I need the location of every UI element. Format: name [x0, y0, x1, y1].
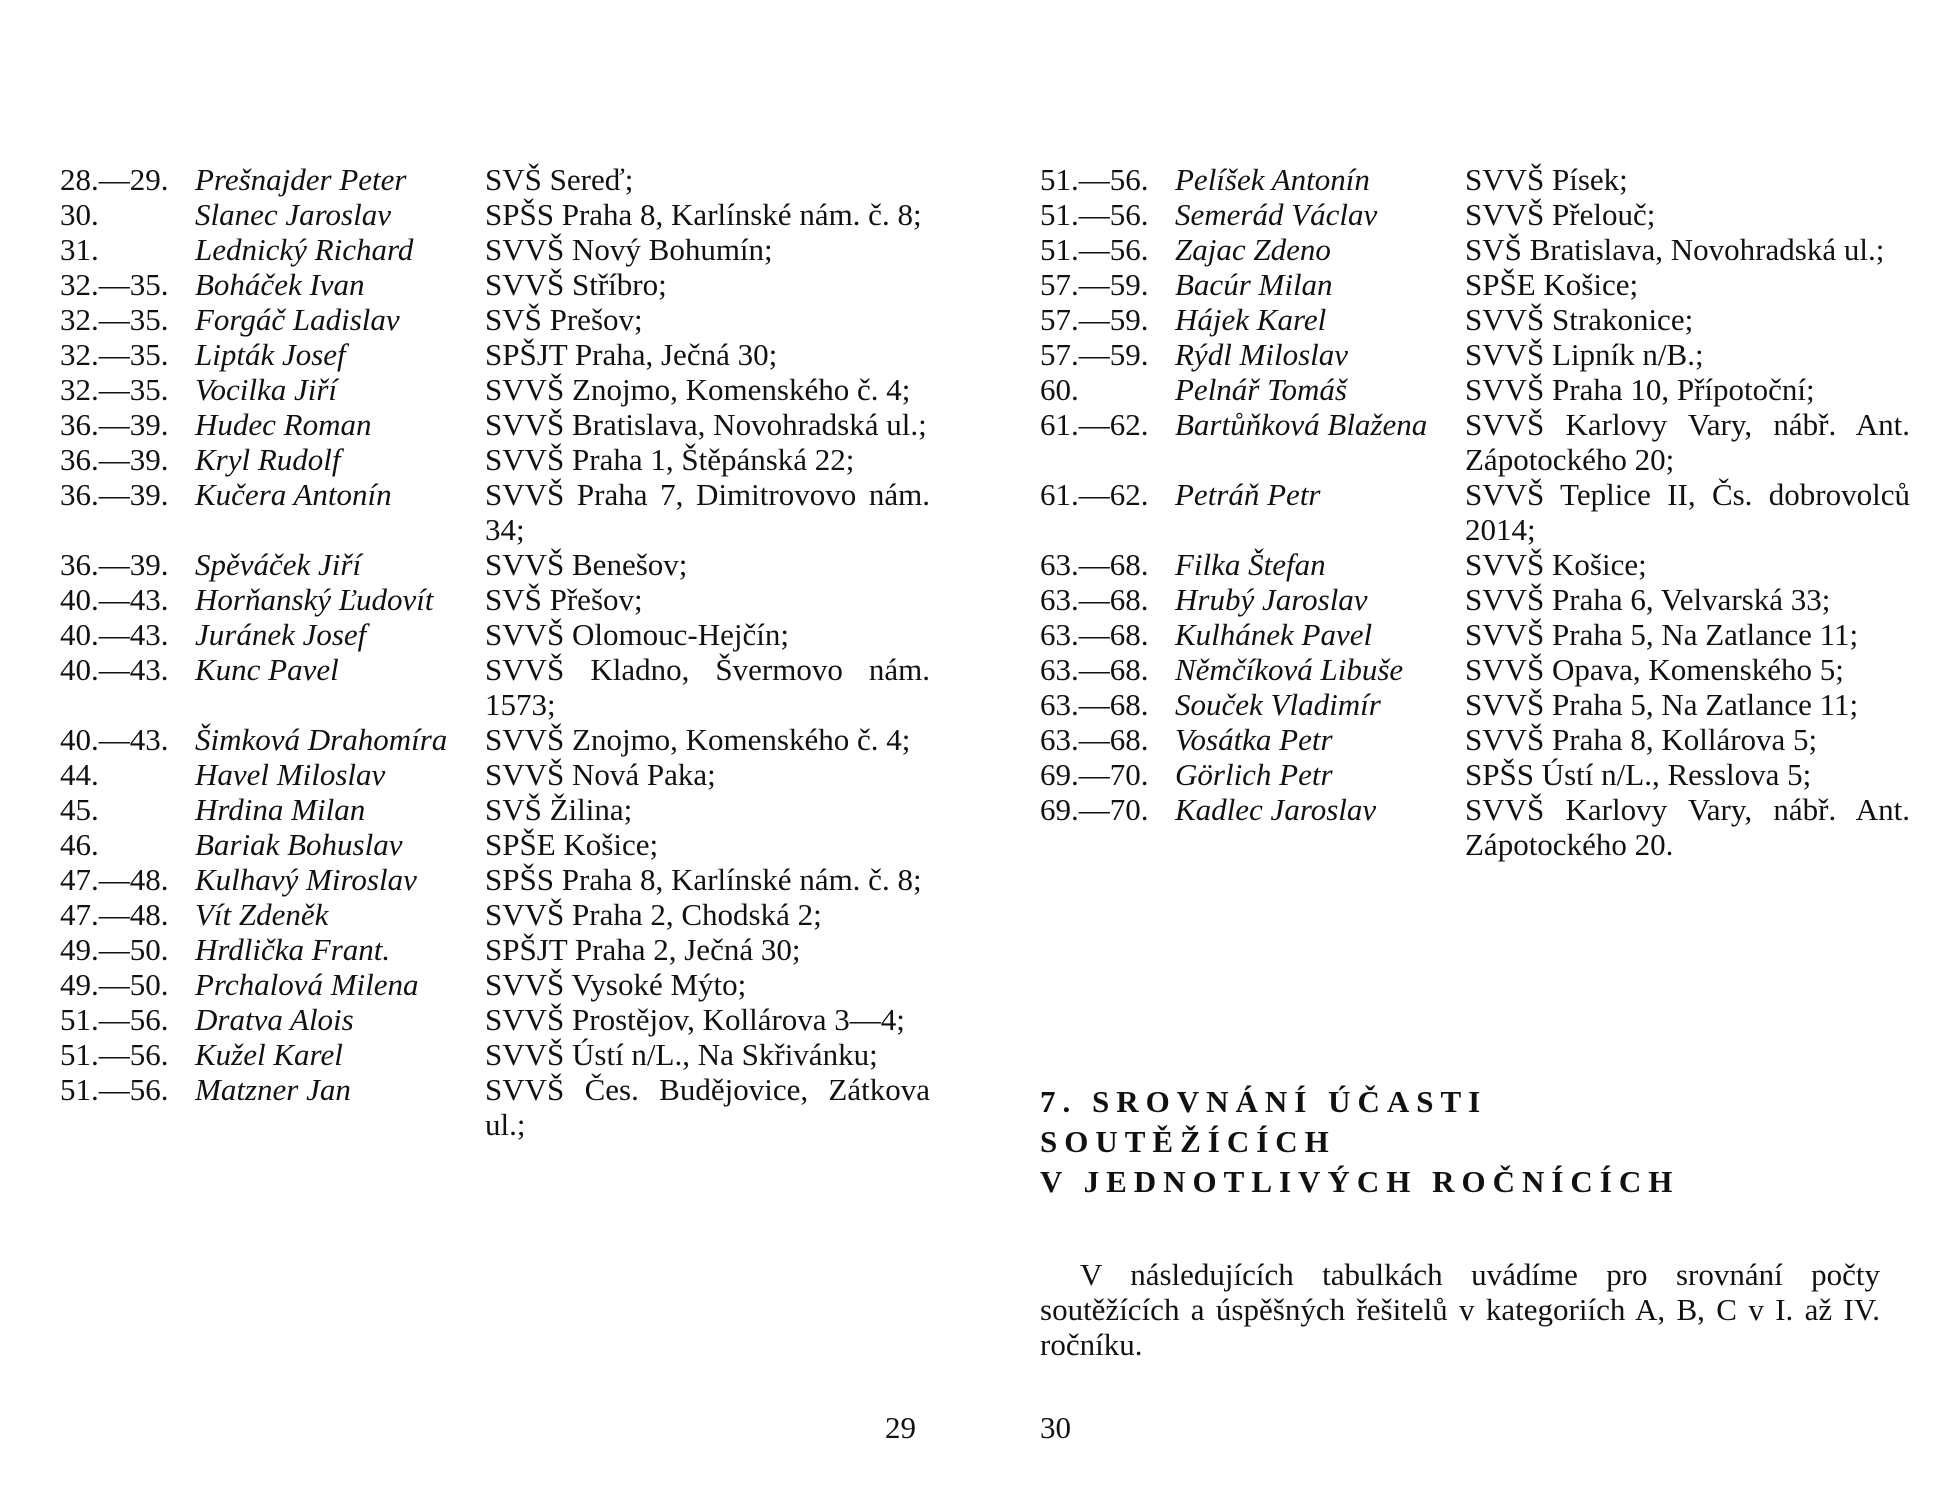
entry-rank: 36.—39.: [60, 547, 169, 582]
entry-rank: 51.—56.: [60, 1072, 169, 1107]
entry-name: Hudec Roman: [195, 407, 372, 442]
entry-name: Kunc Pavel: [195, 652, 339, 687]
result-entry: [60, 267, 940, 302]
entry-rank: 31.: [60, 232, 99, 267]
entry-rank: 44.: [60, 757, 99, 792]
entry-name: Pelíšek Antonín: [1175, 162, 1370, 197]
entry-name: Slanec Jaroslav: [195, 197, 391, 232]
entry-school: SVVŠ Praha 5, Na Zatlance 11;: [1465, 687, 1859, 722]
result-entry: [1040, 337, 1920, 372]
entry-school: SVVŠ Stříbro;: [485, 267, 667, 302]
entry-rank: 63.—68.: [1040, 652, 1149, 687]
result-entry: [60, 757, 940, 792]
result-entry: [60, 967, 940, 1002]
entry-school: SVVŠ Strakonice;: [1465, 302, 1694, 337]
result-entry: [60, 547, 940, 582]
entry-name: Spěváček Jiří: [195, 547, 362, 582]
entry-name: Bartůňková Blažena: [1175, 407, 1428, 442]
section-heading-line: V JEDNOTLIVÝCH ROČNÍCÍCH: [1040, 1164, 1680, 1199]
entry-rank: 47.—48.: [60, 897, 169, 932]
entry-name: Lipták Josef: [195, 337, 346, 372]
entry-school: SVVŠ Kladno, Švermovo nám. 1573;: [485, 652, 930, 722]
result-entry: [60, 337, 940, 372]
entry-name: Kryl Rudolf: [195, 442, 341, 477]
entry-school: SVVŠ Znojmo, Komenského č. 4;: [485, 722, 911, 757]
result-entry: [60, 407, 940, 442]
result-entry: [60, 652, 940, 722]
entry-school: SVVŠ Ústí n/L., Na Skřivánku;: [485, 1037, 878, 1072]
entry-name: Souček Vladimír: [1175, 687, 1381, 722]
entry-name: Vosátka Petr: [1175, 722, 1333, 757]
entry-rank: 63.—68.: [1040, 687, 1149, 722]
page-number-left: 29: [885, 1410, 916, 1445]
entry-rank: 57.—59.: [1040, 267, 1149, 302]
entry-rank: 40.—43.: [60, 652, 169, 687]
result-entry: [60, 932, 940, 967]
entry-school: SVŠ Sereď;: [485, 162, 634, 197]
entry-name: Forgáč Ladislav: [195, 302, 400, 337]
result-entry: [60, 722, 940, 757]
entry-rank: 36.—39.: [60, 442, 169, 477]
entry-rank: 63.—68.: [1040, 617, 1149, 652]
result-entry: [1040, 267, 1920, 302]
entry-rank: 46.: [60, 827, 99, 862]
entry-name: Havel Miloslav: [195, 757, 386, 792]
entry-name: Kulhavý Miroslav: [195, 862, 417, 897]
result-entry: [60, 792, 940, 827]
entry-school: SVVŠ Olomouc-Hejčín;: [485, 617, 789, 652]
entry-name: Vít Zdeněk: [195, 897, 329, 932]
entry-school: SVVŠ Vysoké Mýto;: [485, 967, 747, 1002]
result-entry: [1040, 547, 1920, 582]
entry-rank: 32.—35.: [60, 267, 169, 302]
entry-name: Horňanský Ľudovít: [195, 582, 434, 617]
entry-school: SVVŠ Košice;: [1465, 547, 1647, 582]
entry-rank: 40.—43.: [60, 617, 169, 652]
entry-school: SVŠ Prešov;: [485, 302, 643, 337]
entry-name: Semerád Václav: [1175, 197, 1378, 232]
entry-name: Görlich Petr: [1175, 757, 1333, 792]
result-entry: [1040, 232, 1920, 267]
entry-school: SVVŠ Karlovy Vary, nábř. Ant. Zápotockého 20.: [1465, 792, 1910, 862]
left-page-results-list: [60, 162, 940, 1142]
entry-name: Filka Štefan: [1175, 547, 1326, 582]
result-entry: [60, 197, 940, 232]
entry-rank: 57.—59.: [1040, 302, 1149, 337]
entry-rank: 69.—70.: [1040, 757, 1149, 792]
entry-rank: 32.—35.: [60, 337, 169, 372]
entry-school: SVVŠ Benešov;: [485, 547, 688, 582]
entry-rank: 36.—39.: [60, 477, 169, 512]
result-entry: [1040, 477, 1920, 547]
entry-school: SVVŠ Opava, Komenského 5;: [1465, 652, 1844, 687]
entry-school: SVVŠ Nový Bohumín;: [485, 232, 773, 267]
entry-rank: 32.—35.: [60, 372, 169, 407]
entry-school: SVVŠ Praha 8, Kollárova 5;: [1465, 722, 1818, 757]
entry-school: SPŠJT Praha, Ječná 30;: [485, 337, 778, 372]
entry-rank: 61.—62.: [1040, 407, 1149, 442]
result-entry: [60, 232, 940, 267]
entry-rank: 51.—56.: [1040, 232, 1149, 267]
entry-rank: 49.—50.: [60, 967, 169, 1002]
result-entry: [1040, 652, 1920, 687]
entry-school: SVVŠ Praha 7, Dimitrovovo nám. 34;: [485, 477, 930, 547]
result-entry: [1040, 407, 1920, 477]
entry-name: Pelnář Tomáš: [1175, 372, 1347, 407]
result-entry: [60, 372, 940, 407]
entry-rank: 60.: [1040, 372, 1079, 407]
section-body-paragraph: V následujících tabulkách uvádíme pro srovnání počty soutěžících a úspěšných řešitelů v kategoriích A, B, C v I. až IV. ročníku.: [1040, 1257, 1880, 1362]
entry-name: Hrdina Milan: [195, 792, 366, 827]
entry-rank: 49.—50.: [60, 932, 169, 967]
entry-rank: 40.—43.: [60, 722, 169, 757]
entry-rank: 63.—68.: [1040, 722, 1149, 757]
entry-name: Boháček Ivan: [195, 267, 365, 302]
result-entry: [60, 582, 940, 617]
entry-school: SPŠS Praha 8, Karlínské nám. č. 8;: [485, 862, 922, 897]
entry-school: SPŠS Ústí n/L., Resslova 5;: [1465, 757, 1812, 792]
section-heading-line: SOUTĚŽÍCÍCH: [1040, 1124, 1336, 1159]
result-entry: [1040, 197, 1920, 232]
entry-school: SVŠ Přešov;: [485, 582, 643, 617]
result-entry: [60, 827, 940, 862]
entry-school: SVVŠ Teplice II, Čs. dobrovolců 2014;: [1465, 477, 1910, 547]
entry-school: SVVŠ Bratislava, Novohradská ul.;: [485, 407, 927, 442]
entry-name: Rýdl Miloslav: [1175, 337, 1349, 372]
result-entry: [60, 1002, 940, 1037]
entry-rank: 32.—35.: [60, 302, 169, 337]
entry-rank: 61.—62.: [1040, 477, 1149, 512]
entry-school: SVVŠ Přelouč;: [1465, 197, 1656, 232]
result-entry: [60, 477, 940, 547]
entry-school: SPŠE Košice;: [485, 827, 659, 862]
entry-rank: 57.—59.: [1040, 337, 1149, 372]
result-entry: [60, 617, 940, 652]
entry-school: SVVŠ Lipník n/B.;: [1465, 337, 1704, 372]
entry-school: SVVŠ Nová Paka;: [485, 757, 716, 792]
entry-name: Kučera Antonín: [195, 477, 392, 512]
entry-name: Hájek Karel: [1175, 302, 1327, 337]
result-entry: [1040, 372, 1920, 407]
result-entry: [60, 162, 940, 197]
entry-school: SVVŠ Prostějov, Kollárova 3—4;: [485, 1002, 905, 1037]
entry-name: Lednický Richard: [195, 232, 414, 267]
entry-school: SVVŠ Praha 5, Na Zatlance 11;: [1465, 617, 1859, 652]
entry-name: Bacúr Milan: [1175, 267, 1333, 302]
entry-name: Prchalová Milena: [195, 967, 419, 1002]
result-entry: [1040, 722, 1920, 757]
entry-rank: 51.—56.: [1040, 197, 1149, 232]
result-entry: [60, 1037, 940, 1072]
result-entry: [1040, 687, 1920, 722]
entry-rank: 40.—43.: [60, 582, 169, 617]
entry-school: SVVŠ Čes. Budějovice, Zátkova ul.;: [485, 1072, 930, 1142]
entry-name: Němčíková Libuše: [1175, 652, 1404, 687]
entry-rank: 63.—68.: [1040, 582, 1149, 617]
result-entry: [60, 897, 940, 932]
entry-rank: 45.: [60, 792, 99, 827]
entry-rank: 51.—56.: [60, 1002, 169, 1037]
entry-rank: 69.—70.: [1040, 792, 1149, 827]
entry-school: SPŠS Praha 8, Karlínské nám. č. 8;: [485, 197, 922, 232]
right-page-results-list: [1040, 162, 1920, 862]
entry-school: SVVŠ Znojmo, Komenského č. 4;: [485, 372, 911, 407]
entry-rank: 36.—39.: [60, 407, 169, 442]
entry-name: Hrubý Jaroslav: [1175, 582, 1368, 617]
entry-name: Petráň Petr: [1175, 477, 1321, 512]
entry-school: SPŠE Košice;: [1465, 267, 1639, 302]
section-heading: [1040, 1082, 1920, 1202]
entry-school: SVVŠ Písek;: [1465, 162, 1628, 197]
result-entry: [1040, 792, 1920, 862]
entry-school: SVŠ Bratislava, Novohradská ul.;: [1465, 232, 1885, 267]
result-entry: [1040, 617, 1920, 652]
result-entry: [60, 862, 940, 897]
result-entry: [60, 442, 940, 477]
entry-school: SVVŠ Praha 2, Chodská 2;: [485, 897, 822, 932]
entry-rank: 28.—29.: [60, 162, 169, 197]
entry-school: SVVŠ Karlovy Vary, nábř. Ant. Zápotockého 20;: [1465, 407, 1910, 477]
entry-rank: 51.—56.: [60, 1037, 169, 1072]
section-heading-line: 7. SROVNÁNÍ ÚČASTI: [1040, 1084, 1488, 1119]
entry-rank: 30.: [60, 197, 99, 232]
entry-name: Kužel Karel: [195, 1037, 343, 1072]
entry-name: Juránek Josef: [195, 617, 367, 652]
entry-school: SPŠJT Praha 2, Ječná 30;: [485, 932, 801, 967]
entry-rank: 63.—68.: [1040, 547, 1149, 582]
entry-name: Bariak Bohuslav: [195, 827, 403, 862]
entry-name: Kulhánek Pavel: [1175, 617, 1373, 652]
entry-name: Vocilka Jiří: [195, 372, 338, 407]
page-number-right: 30: [1040, 1410, 1071, 1445]
entry-name: Kadlec Jaroslav: [1175, 792, 1377, 827]
entry-name: Matzner Jan: [195, 1072, 351, 1107]
result-entry: [60, 1072, 940, 1142]
entry-name: Zajac Zdeno: [1175, 232, 1331, 267]
entry-name: Hrdlička Frant.: [195, 932, 391, 967]
result-entry: [1040, 582, 1920, 617]
result-entry: [1040, 757, 1920, 792]
entry-school: SVVŠ Praha 1, Štěpánská 22;: [485, 442, 855, 477]
entry-school: SVVŠ Praha 6, Velvarská 33;: [1465, 582, 1831, 617]
entry-name: Šimková Drahomíra: [195, 722, 448, 757]
entry-name: Prešnajder Peter: [195, 162, 407, 197]
entry-rank: 47.—48.: [60, 862, 169, 897]
entry-school: SVŠ Žilina;: [485, 792, 633, 827]
result-entry: [1040, 162, 1920, 197]
entry-name: Dratva Alois: [195, 1002, 354, 1037]
result-entry: [1040, 302, 1920, 337]
entry-school: SVVŠ Praha 10, Přípotoční;: [1465, 372, 1815, 407]
result-entry: [60, 302, 940, 337]
entry-rank: 51.—56.: [1040, 162, 1149, 197]
